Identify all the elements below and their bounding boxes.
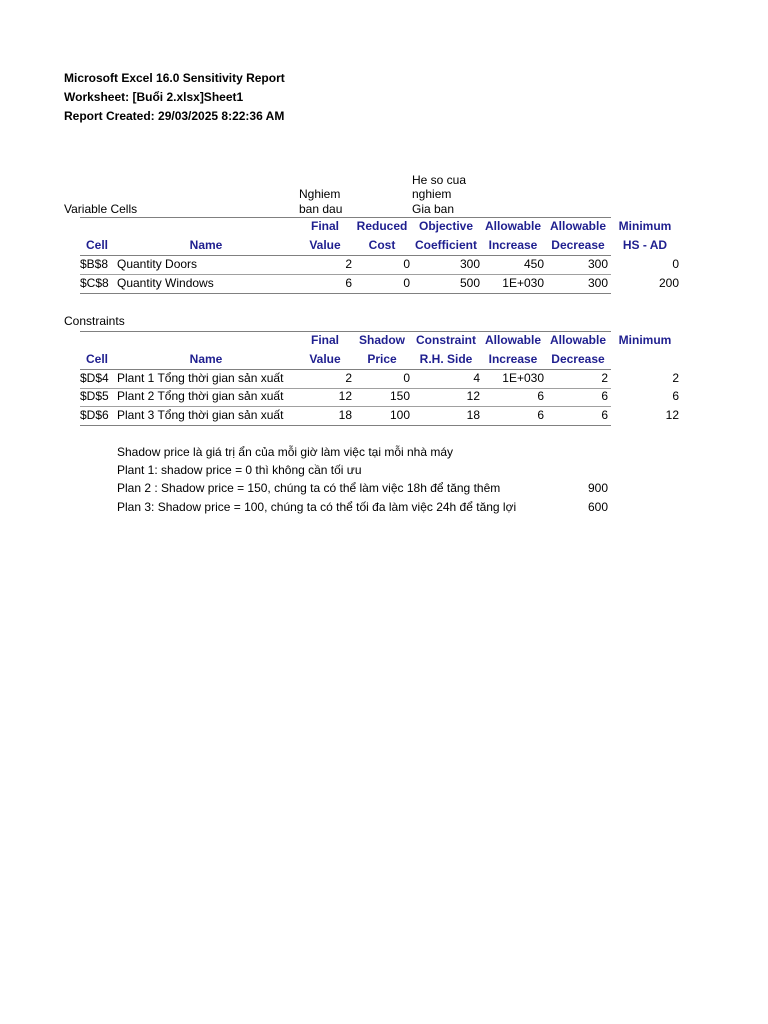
table-row-final: 2 (345, 371, 352, 385)
note-line: Shadow price là giá trị ẩn của mỗi giờ làm việc tại mỗi nhà máy (117, 445, 454, 459)
row-divider (80, 274, 611, 275)
variable-cells-label: Variable Cells (64, 202, 138, 216)
table-row-decrease: 6 (601, 408, 608, 422)
table-row-minimum: 12 (665, 408, 679, 422)
annot-objective-line1: He so cua (412, 173, 467, 187)
vc-header-increase-1: Allowable (484, 219, 541, 233)
table-row-increase: 1E+030 (502, 371, 544, 385)
vc-header-name: Name (189, 238, 223, 252)
table-row-name: Quantity Windows (117, 276, 214, 290)
ct-header-decrease-2: Decrease (551, 352, 605, 366)
table-row-name: Plant 1 Tổng thời gian sản xuất (117, 371, 284, 385)
table-row-cell: $D$6 (80, 408, 109, 422)
table-row-minimum: 200 (658, 276, 679, 290)
vc-header-reduced-1: Reduced (356, 219, 408, 233)
table-row-name: Quantity Doors (117, 257, 198, 271)
row-divider (80, 406, 611, 407)
constraints-header-rule (80, 369, 611, 370)
ct-header-decrease-1: Allowable (549, 333, 606, 347)
vc-header-objective-1: Objective (418, 219, 474, 233)
annot-final-line2: ban dau (299, 202, 343, 216)
ct-header-increase-1: Allowable (484, 333, 541, 347)
vc-header-cell: Cell (85, 238, 108, 252)
vc-header-reduced-2: Cost (368, 238, 396, 252)
table-row-reduced: 0 (403, 276, 410, 290)
annot-objective-line2: nghiem (412, 187, 452, 201)
variable-cells-header-rule (80, 255, 611, 256)
vc-header-minimum-2: HS - AD (622, 238, 668, 252)
ct-header-final-2: Value (309, 352, 341, 366)
ct-header-increase-2: Increase (488, 352, 538, 366)
table-row-final: 12 (338, 389, 352, 403)
table-row-increase: 6 (537, 389, 544, 403)
table-row-rhs: 18 (466, 408, 480, 422)
note-line: Plant 1: shadow price = 0 thì không cần tối ưu (117, 463, 362, 477)
table-row-increase: 6 (537, 408, 544, 422)
table-row-decrease: 6 (601, 389, 608, 403)
ct-header-minimum-1: Minimum (618, 333, 672, 347)
table-row-reduced: 0 (403, 257, 410, 271)
table-row-minimum: 6 (672, 389, 679, 403)
table-row-cell: $C$8 (80, 276, 109, 290)
variable-cells-bottom-rule (80, 293, 611, 294)
note-value: 900 (587, 481, 608, 495)
table-row-objective: 300 (459, 257, 480, 271)
vc-header-minimum-1: Minimum (618, 219, 672, 233)
annot-final-line1: Nghiem (299, 187, 341, 201)
vc-header-decrease-1: Allowable (549, 219, 606, 233)
constraints-bottom-rule (80, 425, 611, 426)
table-row-decrease: 2 (601, 371, 608, 385)
note-line: Plan 2 : Shadow price = 150, chúng ta có thể làm việc 18h để tăng thêm (117, 481, 501, 495)
report-title: Microsoft Excel 16.0 Sensitivity Report (64, 71, 285, 85)
annot-objective-line3: Gia ban (412, 202, 455, 216)
constraints-label: Constraints (64, 314, 125, 328)
vc-header-increase-2: Increase (488, 238, 538, 252)
ct-header-name: Name (189, 352, 223, 366)
ct-header-shadow-2: Price (367, 352, 397, 366)
table-row-increase: 1E+030 (502, 276, 544, 290)
ct-header-shadow-1: Shadow (358, 333, 405, 347)
report-created: Report Created: 29/03/2025 8:22:36 AM (64, 109, 285, 123)
table-row-decrease: 300 (587, 257, 608, 271)
ct-header-final-1: Final (310, 333, 339, 347)
ct-header-constraint-2: R.H. Side (419, 352, 473, 366)
vc-header-final-1: Final (310, 219, 339, 233)
table-row-final: 18 (338, 408, 352, 422)
constraints-top-rule (80, 331, 611, 332)
table-row-minimum: 2 (672, 371, 679, 385)
table-row-name: Plant 3 Tổng thời gian sản xuất (117, 408, 284, 422)
table-row-rhs: 12 (466, 389, 480, 403)
note-value: 600 (587, 500, 608, 514)
table-row-objective: 500 (459, 276, 480, 290)
table-row-name: Plant 2 Tổng thời gian sản xuất (117, 389, 284, 403)
ct-header-cell: Cell (85, 352, 108, 366)
table-row-minimum: 0 (672, 257, 679, 271)
report-worksheet: Worksheet: [Buổi 2.xlsx]Sheet1 (64, 90, 244, 104)
table-row-cell: $D$5 (80, 389, 109, 403)
table-row-shadow: 100 (389, 408, 410, 422)
vc-header-final-2: Value (309, 238, 341, 252)
table-row-increase: 450 (523, 257, 544, 271)
table-row-rhs: 4 (473, 371, 480, 385)
table-row-final: 2 (345, 257, 352, 271)
table-row-decrease: 300 (587, 276, 608, 290)
table-row-shadow: 150 (389, 389, 410, 403)
vc-header-objective-2: Coefficient (414, 238, 477, 252)
note-line: Plan 3: Shadow price = 100, chúng ta có thể tối đa làm việc 24h để tăng lợi (117, 500, 517, 514)
table-row-final: 6 (345, 276, 352, 290)
vc-header-decrease-2: Decrease (551, 238, 605, 252)
table-row-shadow: 0 (403, 371, 410, 385)
variable-cells-top-rule (80, 217, 611, 218)
ct-header-constraint-1: Constraint (416, 333, 476, 347)
table-row-cell: $D$4 (80, 371, 109, 385)
table-row-cell: $B$8 (80, 257, 109, 271)
